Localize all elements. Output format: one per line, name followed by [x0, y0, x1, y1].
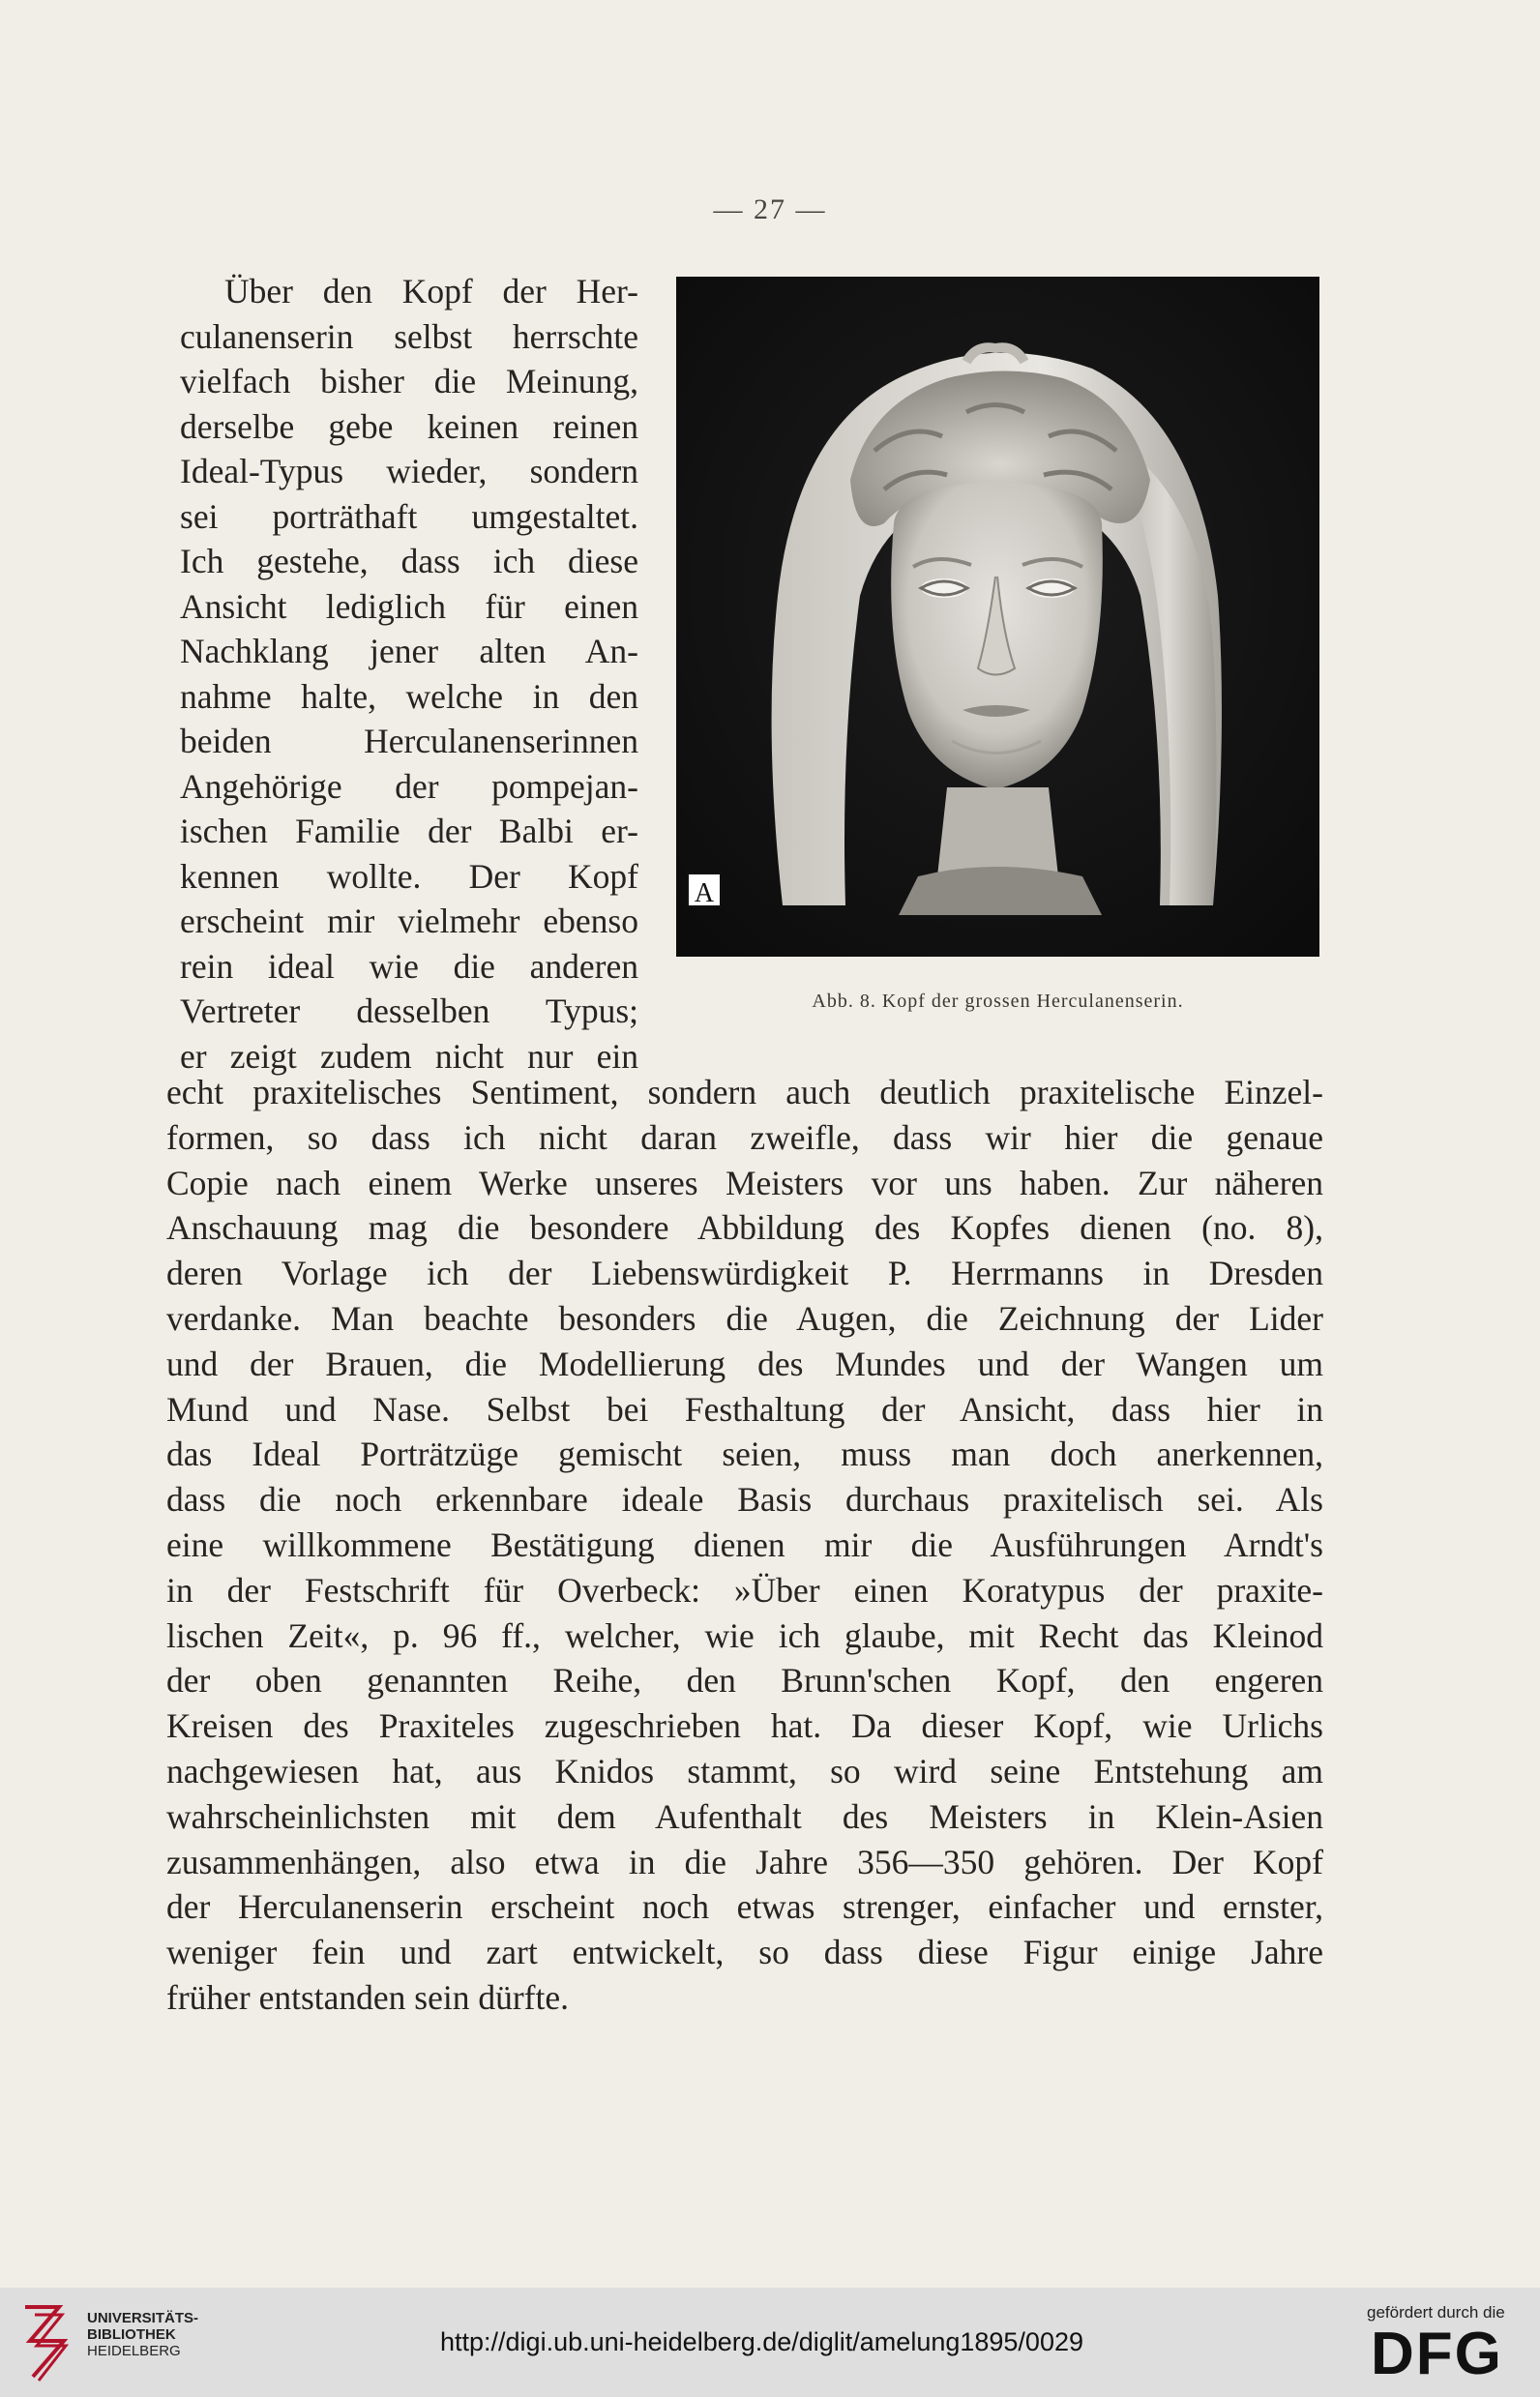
text-line: nahme halte, welche in den [180, 676, 638, 716]
text-line: erscheint mir vielmehr ebenso [180, 902, 638, 940]
text-line: weniger fein und zart entwickelt, so dass diese Figur einige Jahre [166, 1933, 1323, 1972]
text-line: rein ideal wie die anderen [180, 946, 638, 986]
text-line: Über den Kopf der Her- [224, 272, 638, 311]
figure-head-photo [676, 277, 1319, 957]
text-line: der oben genannten Reihe, den Brunn'schen Kopf, den engeren [166, 1661, 1323, 1701]
funded-by-label: gefördert durch die [1367, 2303, 1505, 2322]
text-line: er zeigt zudem nicht nur ein [180, 1036, 638, 1076]
text-line: Nachklang jener alten An- [180, 632, 638, 670]
dfg-logo: DFG [1371, 2321, 1503, 2387]
text-line: derselbe gebe keinen reinen [180, 406, 638, 446]
text-line: Ansicht lediglich für einen [180, 586, 638, 626]
text-line: Ich gestehe, dass ich diese [180, 542, 638, 580]
text-line: früher entstanden sein dürfte. [166, 1977, 569, 2017]
full-width-text [166, 1070, 1323, 2021]
library-line-3: HEIDELBERG [87, 2343, 181, 2359]
monogram-badge [688, 873, 721, 908]
svg-text:A: A [694, 878, 715, 908]
text-line: ischen Familie der Balbi er- [180, 812, 638, 850]
text-line: vielfach bisher die Meinung, [180, 362, 638, 400]
text-line: culanenserin selbst herrschte [180, 316, 638, 356]
permalink-url[interactable]: http://digi.ub.uni-heidelberg.de/diglit/amelung1895/0029 [440, 2327, 1083, 2356]
text-line: nachgewiesen hat, aus Knidos stammt, so wird seine Entstehung am [166, 1751, 1323, 1790]
text-line: das Ideal Porträtzüge gemischt seien, muss man doch anerkennen, [166, 1435, 1323, 1474]
text-line: Anschauung mag die besondere Abbildung des Kopfes dienen (no. 8), [166, 1208, 1323, 1248]
text-line: deren Vorlage ich der Liebenswürdigkeit P. Herrmanns in Dresden [166, 1254, 1323, 1293]
text-line: dass die noch erkennbare ideale Basis durchaus praxitelisch sei. Als [166, 1480, 1323, 1520]
ub-heidelberg-wordmark [87, 2310, 198, 2359]
text-line: verdanke. Man beachte besonders die Augen, die Zeichnung der Lider [166, 1298, 1323, 1338]
text-line: Mund und Nase. Selbst bei Festhaltung der Ansicht, dass hier in [166, 1389, 1323, 1429]
text-line: echt praxitelisches Sentiment, sondern auch deutlich praxitelische Einzel- [166, 1073, 1323, 1111]
text-line: und der Brauen, die Modellierung des Mundes und der Wangen um [166, 1344, 1323, 1383]
text-line: in der Festschrift für Overbeck: »Über einen Koratypus der praxite- [166, 1570, 1323, 1610]
ub-heidelberg-logo-icon [15, 2297, 83, 2384]
text-line: sei porträthaft umgestaltet. [180, 496, 638, 536]
library-line-1: UNIVERSITÄTS- [87, 2310, 199, 2326]
text-line: Copie nach einem Werke unseres Meisters vor uns haben. Zur näheren [166, 1163, 1323, 1202]
column-text [180, 269, 638, 1079]
text-line: Kreisen des Praxiteles zugeschrieben hat. Da dieser Kopf, wie Urlichs [166, 1706, 1323, 1746]
text-line: beiden Herculanenserinnen [180, 722, 638, 760]
figure-caption: Abb. 8. Kopf der grossen Herculanenserin. [812, 991, 1184, 1012]
text-line: kennen wollte. Der Kopf [180, 856, 638, 896]
text-line: Vertreter desselben Typus; [180, 991, 638, 1030]
library-line-2: BIBLIOTHEK [87, 2326, 176, 2343]
text-line: wahrscheinlichsten mit dem Aufenthalt des Meisters in Klein-Asien [166, 1796, 1323, 1836]
text-line: zusammenhängen, also etwa in die Jahre 356—350 gehören. Der Kopf [166, 1842, 1323, 1881]
text-line: eine willkommene Bestätigung dienen mir die Ausführungen Arndt's [166, 1524, 1323, 1564]
text-line: lischen Zeit«, p. 96 ff., welcher, wie ich glaube, mit Recht das Kleinod [166, 1615, 1323, 1655]
marble-head-image [676, 277, 1319, 957]
page-number: — 27 — [713, 193, 827, 225]
text-line: der Herculanenserin erscheint noch etwas strenger, einfacher und ernster, [166, 1887, 1323, 1927]
text-line: Ideal-Typus wieder, sondern [180, 452, 638, 490]
text-line: Angehörige der pompejan- [180, 766, 638, 806]
text-line: formen, so dass ich nicht daran zweifle, dass wir hier die genaue [166, 1117, 1323, 1157]
